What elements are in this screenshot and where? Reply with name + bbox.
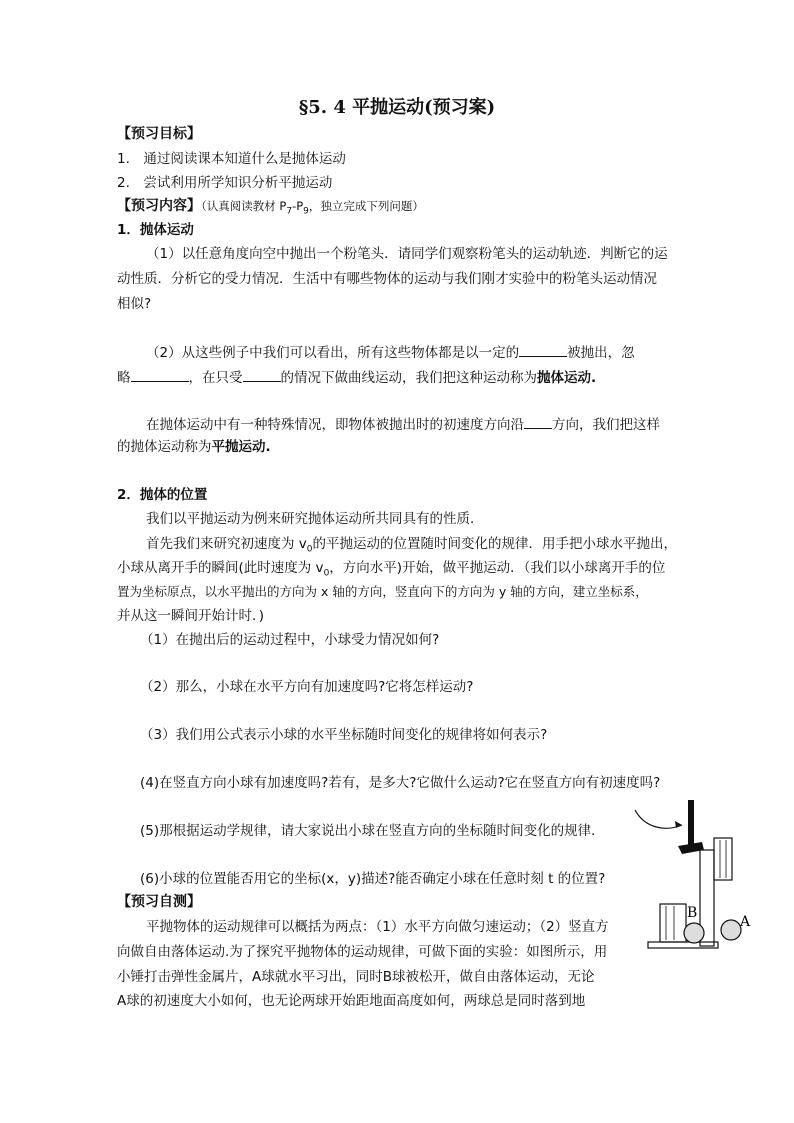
sec2-line3 [117, 559, 665, 583]
ball-a-label: A [740, 914, 751, 930]
sec1-p3-text-b: 方向，我们把这样 [552, 417, 660, 433]
apparatus-figure [630, 770, 760, 950]
sec1-p3-line1 [146, 414, 660, 434]
section1-heading: 1．抛体运动 [117, 222, 194, 238]
goal-item-2: 2. 尝试利用所学知识分析平抛运动 [117, 175, 333, 191]
fill-blank-4[interactable] [524, 414, 552, 429]
term-horizontal-projectile: 平抛运动 [211, 439, 266, 455]
question-1: （1）在抛出后的运动过程中，小球受力情况如何? [140, 632, 440, 648]
sec2-line3-sub: 0 [323, 568, 330, 579]
question-2: （2）那么，小球在水平方向有加速度吗?它将怎样运动? [140, 679, 474, 695]
ball-b [684, 923, 704, 943]
sec2-line5: 并从这一瞬间开始计时．) [117, 608, 265, 624]
sec2-line1: 我们以平抛运动为例来研究抛体运动所共同具有的性质． [146, 511, 484, 527]
sec1-p2-text-a: （2）从这些例子中我们可以看出，所有这些物体都是以一定的 [146, 345, 520, 361]
term-projectile-motion: 抛体运动 [537, 370, 591, 386]
content-heading-line [117, 197, 424, 220]
sec1-p2-text-e: 的情况下做曲线运动，我们把这种运动称为 [280, 370, 537, 386]
goals-heading: 【预习目标】 [117, 126, 201, 142]
sec1-p2-line2 [117, 367, 596, 387]
sec1-p2-text-c: 略 [117, 370, 131, 386]
selftest-line1: 平抛物体的运动规律可以概括为两点：（1）水平方向做匀速运动；（2）竖直方 [146, 919, 609, 935]
selftest-line4: A球的初速度大小如何，也无论两球开始距地面高度如何，两球总是同时落到地 [117, 993, 586, 1009]
sec2-line2-b: 的平抛运动的位置随时间变化的规律．用手把小球水平抛出， [312, 536, 678, 552]
selftest-line3: 小锤打击弹性金属片，A球就水平习出，同时B球被松开，做自由落体运动，无论 [117, 969, 595, 985]
sec2-line2-sub: 0 [306, 544, 313, 555]
question-6: (6)小球的位置能否用它的坐标(x，y)描述?能否确定小球在任意时刻 t 的位置? [140, 871, 606, 887]
content-note-mid: -P [292, 199, 304, 213]
sec1-p2-end: . [591, 370, 597, 386]
sec2-line2-a: 首先我们来研究初速度为 v [146, 536, 307, 552]
sec1-p1-line3: 相似? [117, 296, 152, 312]
question-5: (5)那根据运动学规律，请大家说出小球在竖直方向的坐标随时间变化的规律． [140, 823, 605, 839]
sec1-p2-line1 [146, 342, 635, 362]
question-4: (4)在竖直方向小球有加速度吗?若有，是多大?它做什么运动?它在竖直方向有初速度吗? [140, 775, 661, 791]
content-heading: 【预习内容】 [117, 198, 201, 214]
sec1-p2-text-b: 被抛出，忽 [567, 345, 635, 361]
arrow-path [635, 810, 682, 828]
page-title: §5. 4 平抛运动(预习案) [298, 97, 496, 118]
arrow-head-icon [675, 821, 682, 828]
fill-blank-3[interactable] [243, 367, 281, 382]
sec2-line4: 置为坐标原点，以水平抛出的方向为 x 轴的方向，竖直向下的方向为 y 轴的方向，建立坐标系， [117, 584, 648, 599]
sec1-p3-text-c: 的抛体运动称为 [117, 439, 212, 455]
content-note-sub1: 7 [286, 206, 293, 217]
question-3: （3）我们用公式表示小球的水平坐标随时间变化的规律将如何表示? [140, 727, 548, 743]
fill-blank-2[interactable] [131, 367, 189, 382]
content-note [201, 199, 424, 217]
goal-item-1: 1. 通过阅读课本知道什么是抛体运动 [117, 151, 346, 167]
section2-heading: 2．抛体的位置 [117, 487, 208, 503]
ball-b-holder [660, 904, 686, 942]
ball-a [721, 920, 741, 940]
fill-blank-1[interactable] [519, 342, 567, 357]
ball-b-label: B [687, 905, 698, 921]
sec2-line3-a: 小球从离开手的瞬间(此时速度为 v [117, 560, 324, 576]
sec1-p1-line1: （1）以任意角度向空中抛出一个粉笔头．请同学们观察粉笔头的运动轨迹．判断它的运 [146, 246, 668, 262]
selftest-line2: 向做自由落体运动.为了探究平抛物体的运动规律，可做下面的实验：如图所示，用 [117, 944, 608, 960]
sec1-p3-end: . [265, 439, 271, 455]
base-plate [648, 942, 718, 948]
selftest-heading: 【预习自测】 [117, 894, 201, 910]
sec1-p3-text-a: 在抛体运动中有一种特殊情况，即物体被抛出时的初速度方向沿 [146, 417, 524, 433]
content-note-sub2: 9 [303, 206, 309, 217]
sec2-line3-b: ，方向水平)开始，做平抛运动．（我们以小球离开手的位 [329, 560, 666, 576]
content-note-pre: （认真阅读教材 P [201, 199, 287, 213]
sec1-p1-line2: 动性质．分析它的受力情况．生活中有哪些物体的运动与我们刚才实验中的粉笔头运动情况 [117, 271, 657, 287]
stand-top-block [714, 838, 732, 880]
sec1-p2-text-d: ，在只受 [188, 370, 243, 386]
content-note-post: ，独立完成下列问题） [308, 199, 424, 213]
hammer-handle [688, 800, 694, 846]
sec2-line2 [146, 535, 677, 559]
sec1-p3-line2 [117, 438, 271, 456]
